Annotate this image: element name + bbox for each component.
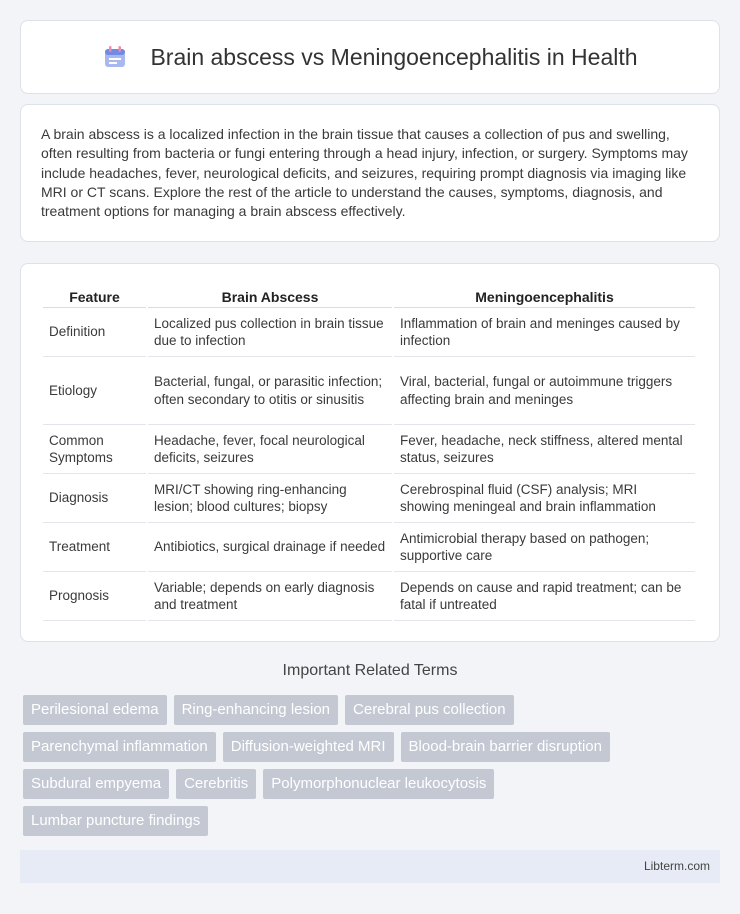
term-tag[interactable]: Parenchymal inflammation [23, 732, 216, 762]
table-cell: Common Symptoms [43, 425, 146, 474]
table-row [43, 474, 695, 523]
table-cell: Depends on cause and rapid treatment; can be fatal if untreated [394, 572, 695, 621]
term-tag[interactable]: Blood-brain barrier disruption [401, 732, 610, 762]
related-terms-title: Important Related Terms [282, 662, 458, 679]
table-header-row [43, 282, 695, 308]
term-tag[interactable]: Lumbar puncture findings [23, 806, 208, 836]
title-card [20, 20, 720, 94]
table-cell: Headache, fever, focal neurological deficits, seizures [148, 425, 392, 474]
intro-card [20, 104, 720, 242]
table-cell: Bacterial, fungal, or parasitic infection; often secondary to otitis or sinusitis [148, 357, 392, 425]
tag-row [23, 769, 723, 799]
term-tag[interactable]: Polymorphonuclear leukocytosis [263, 769, 494, 799]
table-cell: Cerebrospinal fluid (CSF) analysis; MRI showing meningeal and brain inflammation [394, 474, 695, 523]
footer [20, 850, 720, 883]
table-cell: Diagnosis [43, 474, 146, 523]
term-tag[interactable]: Perilesional edema [23, 695, 167, 725]
table-cell: Definition [43, 308, 146, 357]
column-header: Brain Abscess [148, 282, 392, 308]
table-cell: Viral, bacterial, fungal or autoimmune triggers affecting brain and meninges [394, 357, 695, 425]
table-cell: Inflammation of brain and meninges caused by infection [394, 308, 695, 357]
tag-row [23, 806, 723, 836]
table-cell: Treatment [43, 523, 146, 572]
page-title: Brain abscess vs Meningoencephalitis in Health [150, 43, 638, 70]
table-row [43, 308, 695, 357]
comparison-table-card [20, 263, 720, 642]
table-cell: Variable; depends on early diagnosis and treatment [148, 572, 392, 621]
table-cell: Fever, headache, neck stiffness, altered mental status, seizures [394, 425, 695, 474]
table-cell: MRI/CT showing ring-enhancing lesion; blood cultures; biopsy [148, 474, 392, 523]
column-header: Feature [43, 282, 146, 308]
related-terms-list [23, 695, 723, 843]
term-tag[interactable]: Diffusion-weighted MRI [223, 732, 394, 762]
tag-row [23, 732, 723, 762]
table-cell: Prognosis [43, 572, 146, 621]
term-tag[interactable]: Ring-enhancing lesion [174, 695, 338, 725]
calendar-icon [102, 44, 128, 70]
table-cell: Antibiotics, surgical drainage if needed [148, 523, 392, 572]
table-cell: Localized pus collection in brain tissue due to infection [148, 308, 392, 357]
term-tag[interactable]: Cerebritis [176, 769, 256, 799]
comparison-table [41, 282, 697, 621]
table-row [43, 425, 695, 474]
term-tag[interactable]: Cerebral pus collection [345, 695, 514, 725]
table-row [43, 357, 695, 425]
tag-row [23, 695, 723, 725]
table-cell: Etiology [43, 357, 146, 425]
intro-text: A brain abscess is a localized infection in the brain tissue that causes a collection of pus and swelling, often resulting from bacteria or fungi entering through a head injury, infection, or surgery. Symptoms may include headaches, fever, neurological deficits, and seizures, requiring prompt diagnosis via imaging like MRI or CT scans. Explore the rest of the article to understand the causes, symptoms, diagnosis, and treatment options for managing a brain abscess effectively. [41, 126, 688, 220]
table-row [43, 572, 695, 621]
term-tag[interactable]: Subdural empyema [23, 769, 169, 799]
table-row [43, 523, 695, 572]
table-cell: Antimicrobial therapy based on pathogen; supportive care [394, 523, 695, 572]
column-header: Meningoencephalitis [394, 282, 695, 308]
footer-link[interactable]: Libterm.com [643, 859, 710, 873]
